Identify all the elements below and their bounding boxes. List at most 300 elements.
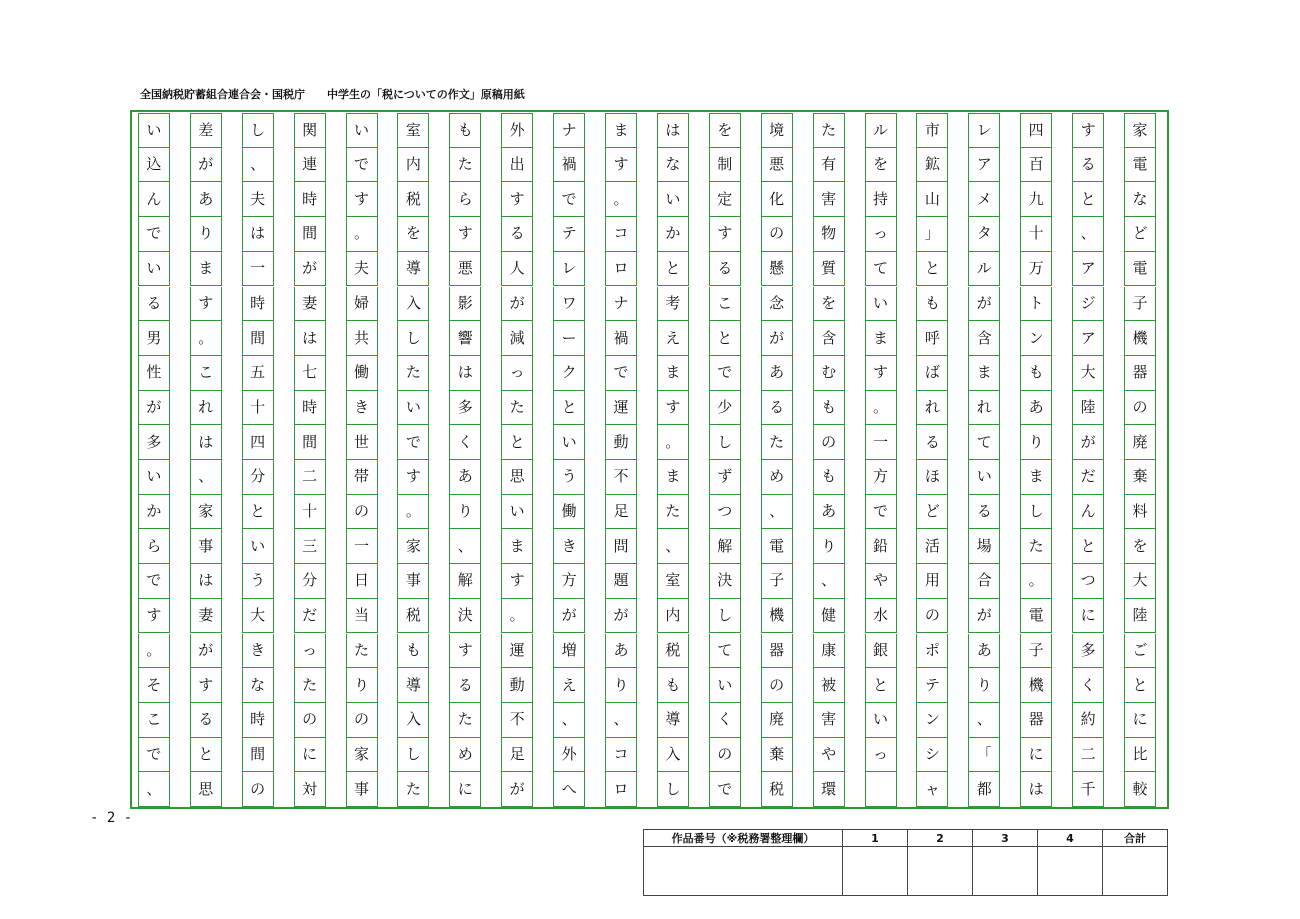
manuscript-cell: 都 [968,772,1000,807]
manuscript-cell: 響 [449,321,481,356]
manuscript-cell: と [1072,529,1104,564]
manuscript-cell: 決 [709,564,741,599]
manuscript-cell: 足 [605,495,637,530]
manuscript-cell: 方 [553,564,585,599]
manuscript-cell: い [657,182,689,217]
manuscript-cell: で [138,738,170,773]
manuscript-cell: め [449,738,481,773]
manuscript-cell: は [449,356,481,391]
manuscript-cell: る [916,425,948,460]
manuscript-cell: ロ [605,252,637,287]
manuscript-cell: し [657,772,689,807]
manuscript-cell: 約 [1072,703,1104,738]
manuscript-cell: た [397,772,429,807]
manuscript-cell: 。 [190,321,222,356]
manuscript-cell: 」 [916,217,948,252]
manuscript-cell: 帯 [346,460,378,495]
manuscript-cell: 導 [397,252,429,287]
manuscript-cell: 比 [1124,738,1156,773]
manuscript-cell: こ [190,356,222,391]
manuscript-cell: 日 [346,564,378,599]
manuscript-cell: 電 [761,529,793,564]
manuscript-cell: が [968,287,1000,322]
manuscript-cell: 境 [761,113,793,148]
manuscript-cell: 思 [501,460,533,495]
manuscript-cell: 水 [865,599,897,634]
manuscript-cell: だ [1072,460,1104,495]
manuscript-cell: す [501,564,533,599]
manuscript-column [397,113,429,807]
manuscript-cell: た [397,356,429,391]
manuscript-cell: た [449,703,481,738]
manuscript-column [449,113,481,807]
manuscript-cell: 器 [1124,356,1156,391]
manuscript-cell: 料 [1124,495,1156,530]
manuscript-cell: も [657,668,689,703]
manuscript-cell: コ [605,217,637,252]
manuscript-cell: 懸 [761,252,793,287]
manuscript-cell: 出 [501,148,533,183]
manuscript-cell: 陸 [1072,391,1104,426]
manuscript-cell: ま [190,252,222,287]
manuscript-cell: で [605,356,637,391]
manuscript-cell: た [761,425,793,460]
manuscript-cell: 増 [553,634,585,669]
manuscript-cell: 当 [346,599,378,634]
manuscript-cell: 十 [1020,217,1052,252]
manuscript-cell: ば [916,356,948,391]
manuscript-cell: の [242,772,274,807]
manuscript-cell [865,772,897,807]
manuscript-column [294,113,326,807]
manuscript-cell: つ [1072,564,1104,599]
manuscript-cell: 、 [605,703,637,738]
manuscript-cell: 二 [1072,738,1104,773]
manuscript-cell: い [346,113,378,148]
manuscript-cell: 有 [813,148,845,183]
score-cell-4 [1038,847,1103,896]
manuscript-cell: ら [138,529,170,564]
manuscript-cell: い [397,391,429,426]
manuscript-cell: が [190,148,222,183]
manuscript-cell: ア [1072,321,1104,356]
manuscript-cell: 悪 [761,148,793,183]
manuscript-cell: 、 [761,495,793,530]
manuscript-cell: 四 [1020,113,1052,148]
manuscript-cell: 化 [761,182,793,217]
manuscript-cell: 山 [916,182,948,217]
manuscript-cell: 、 [449,529,481,564]
manuscript-cell: 康 [813,634,845,669]
manuscript-column [553,113,585,807]
manuscript-cell: は [1020,772,1052,807]
manuscript-cell: に [294,738,326,773]
manuscript-cell: レ [968,113,1000,148]
manuscript-cell: 外 [553,738,585,773]
score-cell-2 [908,847,973,896]
manuscript-cell: か [138,495,170,530]
manuscript-cell: で [138,564,170,599]
manuscript-cell: り [968,668,1000,703]
manuscript-cell: と [1124,668,1156,703]
manuscript-cell: 九 [1020,182,1052,217]
manuscript-cell: す [657,391,689,426]
manuscript-cell: 間 [242,738,274,773]
score-column-3: 3 [973,830,1038,847]
manuscript-cell: 多 [138,425,170,460]
manuscript-cell: こ [138,703,170,738]
manuscript-cell: 七 [294,356,326,391]
manuscript-cell: テ [916,668,948,703]
manuscript-cell: と [1072,182,1104,217]
manuscript-cell: は [294,321,326,356]
manuscript-cell: 鉱 [916,148,948,183]
manuscript-cell: 時 [294,391,326,426]
manuscript-cell: 廃 [1124,425,1156,460]
manuscript-cell: 機 [1020,668,1052,703]
manuscript-cell: と [865,668,897,703]
manuscript-cell: が [761,321,793,356]
manuscript-cell: 間 [294,217,326,252]
manuscript-cell: 環 [813,772,845,807]
manuscript-cell: た [1020,529,1052,564]
manuscript-cell: い [865,287,897,322]
manuscript-cell: れ [190,391,222,426]
manuscript-cell: と [553,391,585,426]
manuscript-cell: 題 [605,564,637,599]
manuscript-cell: 活 [916,529,948,564]
manuscript-cell: い [242,529,274,564]
manuscript-cell: す [449,634,481,669]
manuscript-cell: 、 [138,772,170,807]
score-cell-3 [973,847,1038,896]
manuscript-cell: 運 [605,391,637,426]
manuscript-cell: ま [501,529,533,564]
manuscript-cell: 、 [1072,217,1104,252]
manuscript-cell: ら [449,182,481,217]
manuscript-column [968,113,1000,807]
manuscript-cell: を [1124,529,1156,564]
manuscript-cell: い [501,495,533,530]
manuscript-cell: 性 [138,356,170,391]
manuscript-cell: に [1124,703,1156,738]
manuscript-cell: を [709,113,741,148]
manuscript-cell: で [709,356,741,391]
manuscript-cell: 影 [449,287,481,322]
manuscript-cell: 器 [1020,703,1052,738]
manuscript-cell: 入 [397,703,429,738]
manuscript-cell: っ [865,217,897,252]
manuscript-cell: 家 [190,495,222,530]
manuscript-cell: を [813,287,845,322]
manuscript-cell: で [865,495,897,530]
manuscript-cell: 物 [813,217,845,252]
manuscript-cell: つ [709,495,741,530]
manuscript-cell: る [138,287,170,322]
manuscript-cell: 方 [865,460,897,495]
manuscript-cell: 制 [709,148,741,183]
manuscript-cell: 棄 [1124,460,1156,495]
manuscript-cell: 、 [968,703,1000,738]
manuscript-cell: り [1020,425,1052,460]
organization-name: 全国納税貯蓄組合連合会・国税庁 [140,88,305,101]
manuscript-cell: 健 [813,599,845,634]
score-column-1: 1 [843,830,908,847]
manuscript-cell: が [968,599,1000,634]
manuscript-cell: 多 [449,391,481,426]
manuscript-cell: の [916,599,948,634]
manuscript-cell: の [346,495,378,530]
manuscript-column [1020,113,1052,807]
manuscript-column [1124,113,1156,807]
manuscript-cell: コ [605,738,637,773]
manuscript-cell: 入 [397,287,429,322]
manuscript-cell: 差 [190,113,222,148]
manuscript-cell: り [605,668,637,703]
manuscript-cell: す [1072,113,1104,148]
manuscript-cell: く [709,703,741,738]
manuscript-cell: 不 [501,703,533,738]
manuscript-cell: 器 [761,634,793,669]
manuscript-cell: ン [1020,321,1052,356]
manuscript-cell: こ [709,287,741,322]
manuscript-cell: を [397,217,429,252]
form-title: 中学生の「税についての作文」原稿用紙 [327,88,525,101]
manuscript-cell: 電 [1124,148,1156,183]
form-header [140,86,525,102]
manuscript-cell: ほ [916,460,948,495]
manuscript-cell: 外 [501,113,533,148]
manuscript-cell: 、 [242,148,274,183]
manuscript-cell: ク [553,356,585,391]
manuscript-cell: く [1072,668,1104,703]
manuscript-cell: 運 [501,634,533,669]
manuscript-cell: た [657,495,689,530]
manuscript-cell: 十 [294,495,326,530]
manuscript-cell: を [865,148,897,183]
manuscript-cell: 働 [553,495,585,530]
manuscript-cell: の [294,703,326,738]
manuscript-cell: 万 [1020,252,1052,287]
manuscript-cell: し [1020,495,1052,530]
manuscript-cell: で [397,425,429,460]
manuscript-cell: の [346,703,378,738]
manuscript-cell: 。 [397,495,429,530]
manuscript-cell: 。 [501,599,533,634]
manuscript-cell: ジ [1072,287,1104,322]
manuscript-cell: ア [1072,252,1104,287]
manuscript-cell: 害 [813,182,845,217]
manuscript-cell: き [242,634,274,669]
manuscript-cell: い [138,113,170,148]
manuscript-cell: も [916,287,948,322]
manuscript-cell: や [865,564,897,599]
manuscript-cell: る [709,252,741,287]
manuscript-cell: あ [813,495,845,530]
manuscript-cell: も [813,460,845,495]
manuscript-cell: あ [1020,391,1052,426]
manuscript-cell: て [709,634,741,669]
manuscript-cell: が [1072,425,1104,460]
manuscript-cell: き [553,529,585,564]
manuscript-cell: る [1072,148,1104,183]
manuscript-cell: 室 [657,564,689,599]
manuscript-cell: 電 [1020,599,1052,634]
manuscript-cell: 。 [657,425,689,460]
manuscript-cell: た [346,634,378,669]
manuscript-cell: の [761,668,793,703]
manuscript-column [605,113,637,807]
manuscript-cell: が [294,252,326,287]
manuscript-cell: し [397,738,429,773]
manuscript-cell: に [1072,599,1104,634]
manuscript-cell: 税 [761,772,793,807]
manuscript-cell: ど [1124,217,1156,252]
manuscript-cell: 十 [242,391,274,426]
manuscript-cell: 家 [346,738,378,773]
manuscript-cell: 税 [397,182,429,217]
manuscript-cell: ャ [916,772,948,807]
manuscript-cell: す [449,217,481,252]
manuscript-column [1072,113,1104,807]
manuscript-cell: 時 [242,287,274,322]
manuscript-cell: っ [501,356,533,391]
manuscript-cell: 考 [657,287,689,322]
manuscript-cell: 合 [968,564,1000,599]
manuscript-cell: 、 [190,460,222,495]
manuscript-cell: ル [968,252,1000,287]
manuscript-cell: レ [553,252,585,287]
manuscript-cell: で [138,217,170,252]
manuscript-cell: 子 [761,564,793,599]
manuscript-cell: 減 [501,321,533,356]
manuscript-cell: 動 [605,425,637,460]
manuscript-column [657,113,689,807]
manuscript-column [346,113,378,807]
manuscript-cell: ポ [916,634,948,669]
manuscript-cell: と [242,495,274,530]
manuscript-cell: す [709,217,741,252]
manuscript-cell: 棄 [761,738,793,773]
manuscript-cell: 害 [813,703,845,738]
manuscript-cell: く [449,425,481,460]
manuscript-cell: ま [657,460,689,495]
manuscript-cell: 。 [865,391,897,426]
manuscript-cell: テ [553,217,585,252]
manuscript-cell: か [657,217,689,252]
manuscript-cell: 入 [657,738,689,773]
manuscript-cell: ワ [553,287,585,322]
manuscript-cell: の [813,425,845,460]
manuscript-cell: 動 [501,668,533,703]
manuscript-cell: て [968,425,1000,460]
manuscript-cell: 念 [761,287,793,322]
manuscript-cell: 関 [294,113,326,148]
manuscript-cell: 陸 [1124,599,1156,634]
manuscript-cell: 大 [1124,564,1156,599]
manuscript-cell: 内 [397,148,429,183]
manuscript-cell: 千 [1072,772,1104,807]
manuscript-cell: る [761,391,793,426]
manuscript-cell: で [709,772,741,807]
manuscript-cell: 場 [968,529,1000,564]
manuscript-cell: め [761,460,793,495]
manuscript-cell: 子 [1124,287,1156,322]
manuscript-cell: い [865,703,897,738]
manuscript-cell: ま [605,113,637,148]
manuscript-cell: す [190,287,222,322]
score-column-4: 4 [1038,830,1103,847]
manuscript-cell: る [501,217,533,252]
manuscript-cell: 一 [242,252,274,287]
manuscript-cell: 一 [865,425,897,460]
manuscript-cell: 妻 [190,599,222,634]
manuscript-column [761,113,793,807]
manuscript-cell: 対 [294,772,326,807]
manuscript-cell: ど [916,495,948,530]
manuscript-cell: 人 [501,252,533,287]
manuscript-cell: と [916,252,948,287]
manuscript-cell: 用 [916,564,948,599]
manuscript-column [709,113,741,807]
manuscript-cell: 込 [138,148,170,183]
manuscript-cell: 廃 [761,703,793,738]
manuscript-cell: 。 [346,217,378,252]
manuscript-cell: 、 [813,564,845,599]
score-column-total: 合計 [1103,830,1168,847]
manuscript-cell: え [657,321,689,356]
manuscript-cell: 少 [709,391,741,426]
manuscript-cell: 市 [916,113,948,148]
manuscript-cell: は [657,113,689,148]
manuscript-cell: い [553,425,585,460]
manuscript-cell: た [501,391,533,426]
manuscript-cell: す [605,148,637,183]
manuscript-cell: ま [1020,460,1052,495]
manuscript-cell: 税 [657,634,689,669]
manuscript-cell: 、 [657,529,689,564]
manuscript-cell: ナ [605,287,637,322]
manuscript-cell: り [813,529,845,564]
manuscript-cell: や [813,738,845,773]
manuscript-cell: 妻 [294,287,326,322]
manuscript-cell: る [190,703,222,738]
manuscript-cell: 含 [813,321,845,356]
manuscript-cell: ん [138,182,170,217]
manuscript-cell: 四 [242,425,274,460]
manuscript-cell: 一 [346,529,378,564]
manuscript-cell: ナ [553,113,585,148]
manuscript-cell: す [190,668,222,703]
manuscript-cell: 銀 [865,634,897,669]
manuscript-cell: ン [916,703,948,738]
manuscript-cell: ト [1020,287,1052,322]
manuscript-cell: へ [553,772,585,807]
manuscript-cell: れ [968,391,1000,426]
manuscript-cell: に [449,772,481,807]
manuscript-cell: 間 [294,425,326,460]
manuscript-cell: 足 [501,738,533,773]
manuscript-cell: あ [190,182,222,217]
manuscript-cell: 子 [1020,634,1052,669]
manuscript-cell: 二 [294,460,326,495]
manuscript-column [242,113,274,807]
manuscript-cell: 男 [138,321,170,356]
manuscript-cell: 家 [1124,113,1156,148]
manuscript-cell: 事 [397,564,429,599]
score-cell-label [644,847,843,896]
manuscript-cell: ロ [605,772,637,807]
